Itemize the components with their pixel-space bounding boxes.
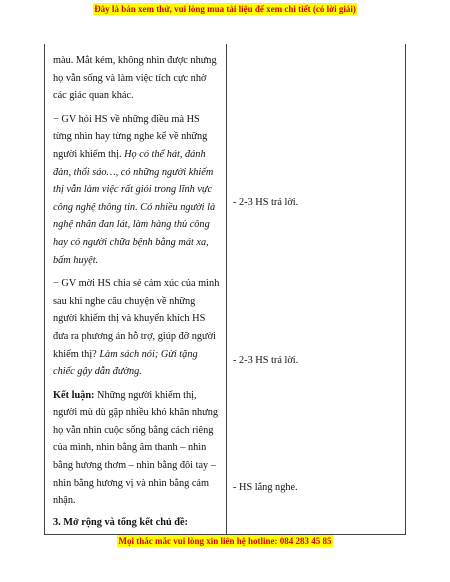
- conclusion-label: Kết luận:: [53, 389, 95, 401]
- section-heading: 3. Mở rộng và tổng kết chủ đề:: [53, 516, 188, 528]
- question-answer-italic: Họ có thể hát, đánh đàn, thổi sáo…, có những người khiếm thị vẫn làm việc rất giỏi trong lĩnh vực công nghệ thông tin. Có nhiều người là nghệ nhân đan lát, làm hàng thủ công hay có người chữa bệnh bằng mát xa, bấm huyệt.: [53, 148, 216, 266]
- paragraph-share: [53, 275, 221, 381]
- preview-notice-text: Đây là bản xem thử, vui lòng mua tài liệu để xem chi tiết (có lời giải): [94, 4, 356, 14]
- student-response-3: - HS lắng nghe.: [233, 482, 298, 493]
- share-answer-italic: Làm sách nói; Gửi tặng chiếc gậy dẫn đường.: [53, 348, 198, 378]
- conclusion-text: Những người khiếm thị, người mù dù gặp nhiều khó khăn nhưng họ vẫn nhìn cuộc sống bằng cách riêng của mình, nhìn bằng âm thanh – nhìn bằng hương thơm – nhìn bằng đôi tay – nhìn bằng hương vị và nhìn bằng cảm nhận.: [53, 389, 219, 507]
- preview-notice-banner: [0, 2, 450, 16]
- lesson-table: [44, 44, 406, 535]
- hotline-banner: [0, 534, 450, 548]
- share-text: − GV mời HS chia sẻ cảm xúc của mình sau khi nghe câu chuyện về những người khiếm thị và khuyến khích HS đưa ra phương án hỗ trợ, giúp đỡ người khiếm thị?: [53, 278, 220, 360]
- student-response-1: - 2-3 HS trả lời.: [233, 197, 299, 208]
- paragraph-conclusion: [53, 387, 221, 510]
- paragraph-intro: màu. Mắt kém, không nhìn được nhưng họ vẫn sống và làm việc tích cực nhờ các giác quan khác.: [53, 55, 217, 102]
- hotline-text: Mọi thắc mắc vui lòng xin liên hệ hotline: 084 283 45 85: [118, 536, 332, 546]
- column-divider: [226, 44, 227, 535]
- teacher-activity-cell: [53, 52, 221, 531]
- paragraph-question: [53, 111, 221, 269]
- student-response-2: - 2-3 HS trả lời.: [233, 355, 299, 366]
- question-text: − GV hỏi HS về những điều mà HS từng nhìn hay từng nghe kể về những người khiếm thị.: [53, 113, 208, 160]
